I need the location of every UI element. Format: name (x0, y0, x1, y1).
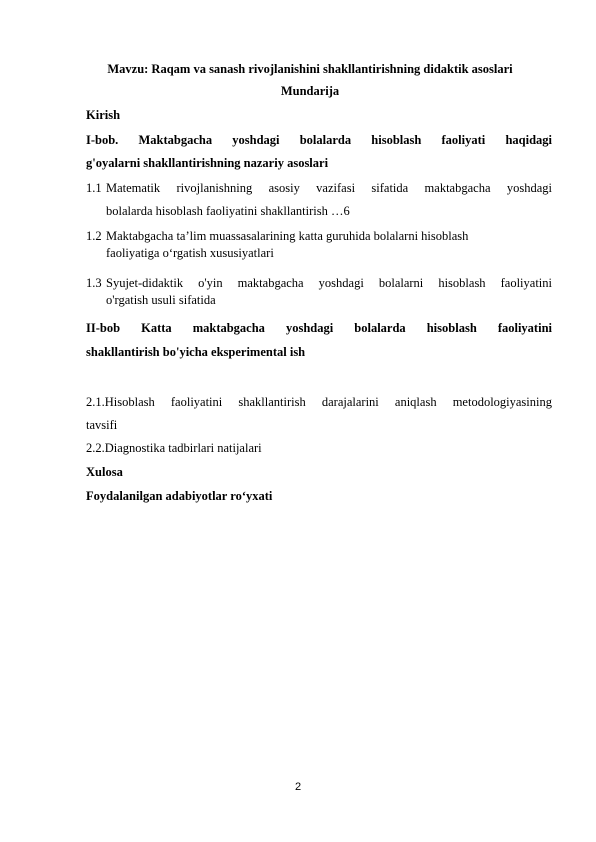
toc-item-line2: o'rgatish usuli sifatida (106, 293, 216, 307)
toc-chapter2-line2: shakllantirish bo'yicha eksperimental ish (86, 345, 306, 359)
toc-item-line1: Maktabgacha ta’lim muassasalarining katta guruhida bolalarni hisoblash (106, 229, 469, 243)
toc-item-line2: faoliyatiga o‘rgatish xususiyatlari (106, 246, 274, 260)
toc-item-line2: bolalarda hisoblash faoliyatini shakllantirish …6 (106, 204, 350, 218)
toc-item-number: 1.3 (86, 276, 102, 290)
toc-item-line1: Syujet-didaktik o'yin maktabgacha yoshdagi bolalarni hisoblash faoliyatini (106, 276, 552, 290)
toc-chapter1-line1: I-bob. Maktabgacha yoshdagi bolalarda hisoblash faoliyati haqidagi (86, 133, 552, 147)
toc-conclusion: Xulosa (86, 465, 123, 479)
toc-chapter1-line2: g'oyalarni shakllantirishning nazariy asoslari (86, 156, 329, 170)
toc-item-number: 1.1 (86, 181, 102, 195)
toc-chapter2-line1: II-bob Katta maktabgacha yoshdagi bolalarda hisoblash faoliyatini (86, 321, 552, 335)
document-title: Mavzu: Raqam va sanash rivojlanishini shakllantirishning didaktik asoslari (107, 62, 513, 76)
toc-section-2-1-line1: 2.1.Hisoblash faoliyatini shakllantirish darajalarini aniqlash metodologiyasining (86, 395, 552, 409)
toc-references: Foydalanilgan adabiyotlar ro‘yxati (86, 489, 273, 503)
toc-intro: Kirish (86, 108, 121, 122)
toc-section-2-1-line2: tavsifi (86, 418, 118, 432)
toc-item-line1: Matematik rivojlanishning asosiy vazifasi sifatida maktabgacha yoshdagi (106, 181, 552, 195)
toc-section-2-2: 2.2.Diagnostika tadbirlari natijalari (86, 441, 262, 455)
contents-heading: Mundarija (280, 84, 340, 98)
toc-item-number: 1.2 (86, 229, 102, 243)
page-number: 2 (294, 781, 302, 793)
